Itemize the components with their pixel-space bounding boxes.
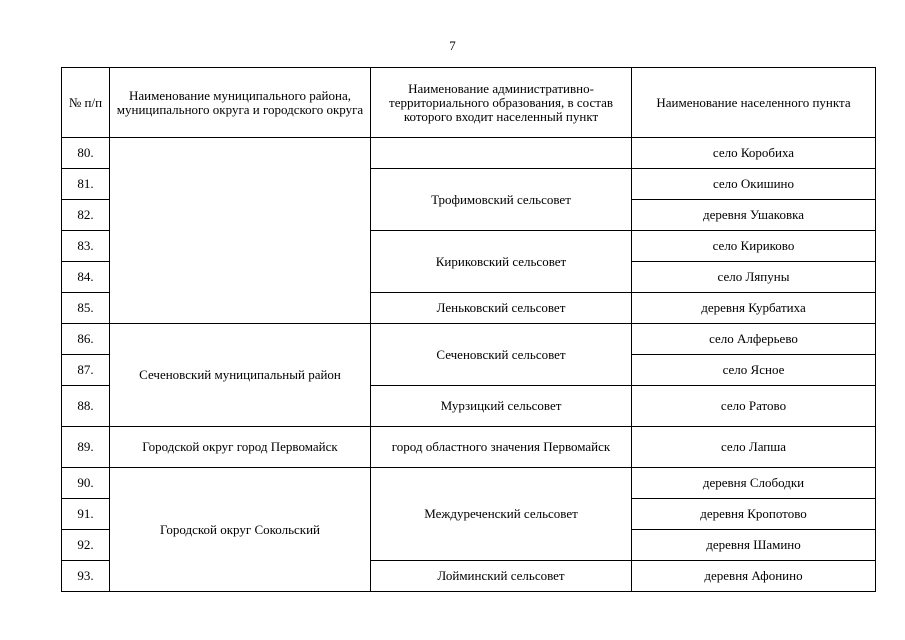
admin-unit-cell bbox=[371, 138, 632, 169]
admin-unit-cell: Междуреченский сельсовет bbox=[371, 468, 632, 561]
settlements-table bbox=[61, 67, 876, 592]
settlement-cell: село Кириково bbox=[632, 231, 876, 262]
district-cell: Городской округ Сокольский bbox=[110, 468, 371, 592]
table-row bbox=[62, 138, 876, 169]
row-number: 89. bbox=[62, 427, 110, 468]
page-number: 7 bbox=[449, 38, 456, 53]
settlement-cell: село Алферьево bbox=[632, 324, 876, 355]
table-header-row bbox=[62, 68, 876, 138]
row-number: 82. bbox=[62, 200, 110, 231]
settlement-cell: деревня Кропотово bbox=[632, 499, 876, 530]
settlement-cell: деревня Афонино bbox=[632, 561, 876, 592]
district-cell: Сеченовский муниципальный район bbox=[110, 324, 371, 427]
row-number: 88. bbox=[62, 386, 110, 427]
settlement-cell: село Коробиха bbox=[632, 138, 876, 169]
row-number: 92. bbox=[62, 530, 110, 561]
table-row bbox=[62, 324, 876, 355]
row-number: 93. bbox=[62, 561, 110, 592]
admin-unit-cell: Леньковский сельсовет bbox=[371, 293, 632, 324]
district-cell bbox=[110, 138, 371, 324]
settlement-cell: деревня Шамино bbox=[632, 530, 876, 561]
row-number: 91. bbox=[62, 499, 110, 530]
admin-unit-cell: Мурзицкий сельсовет bbox=[371, 386, 632, 427]
table-row bbox=[62, 427, 876, 468]
settlement-cell: село Окишино bbox=[632, 169, 876, 200]
district-cell: Городской округ город Первомайск bbox=[110, 427, 371, 468]
settlement-cell: село Ясное bbox=[632, 355, 876, 386]
settlement-cell: деревня Курбатиха bbox=[632, 293, 876, 324]
row-number: 86. bbox=[62, 324, 110, 355]
table-row bbox=[62, 468, 876, 499]
admin-unit-cell: Сеченовский сельсовет bbox=[371, 324, 632, 386]
header-settlement: Наименование населенного пункта bbox=[632, 68, 876, 138]
row-number: 84. bbox=[62, 262, 110, 293]
row-number: 90. bbox=[62, 468, 110, 499]
admin-unit-cell: город областного значения Первомайск bbox=[371, 427, 632, 468]
settlement-cell: деревня Ушаковка bbox=[632, 200, 876, 231]
row-number: 80. bbox=[62, 138, 110, 169]
settlement-cell: село Лапша bbox=[632, 427, 876, 468]
row-number: 85. bbox=[62, 293, 110, 324]
admin-unit-cell: Лойминский сельсовет bbox=[371, 561, 632, 592]
header-number: № п/п bbox=[62, 68, 110, 138]
header-admin-unit: Наименование административно-территориального образования, в состав которого входит населенный пункт bbox=[371, 68, 632, 138]
row-number: 81. bbox=[62, 169, 110, 200]
settlement-cell: село Ляпуны bbox=[632, 262, 876, 293]
admin-unit-cell: Трофимовский сельсовет bbox=[371, 169, 632, 231]
settlement-cell: деревня Слободки bbox=[632, 468, 876, 499]
row-number: 87. bbox=[62, 355, 110, 386]
row-number: 83. bbox=[62, 231, 110, 262]
header-district: Наименование муниципального района, муниципального округа и городского округа bbox=[110, 68, 371, 138]
settlement-cell: село Ратово bbox=[632, 386, 876, 427]
admin-unit-cell: Кириковский сельсовет bbox=[371, 231, 632, 293]
